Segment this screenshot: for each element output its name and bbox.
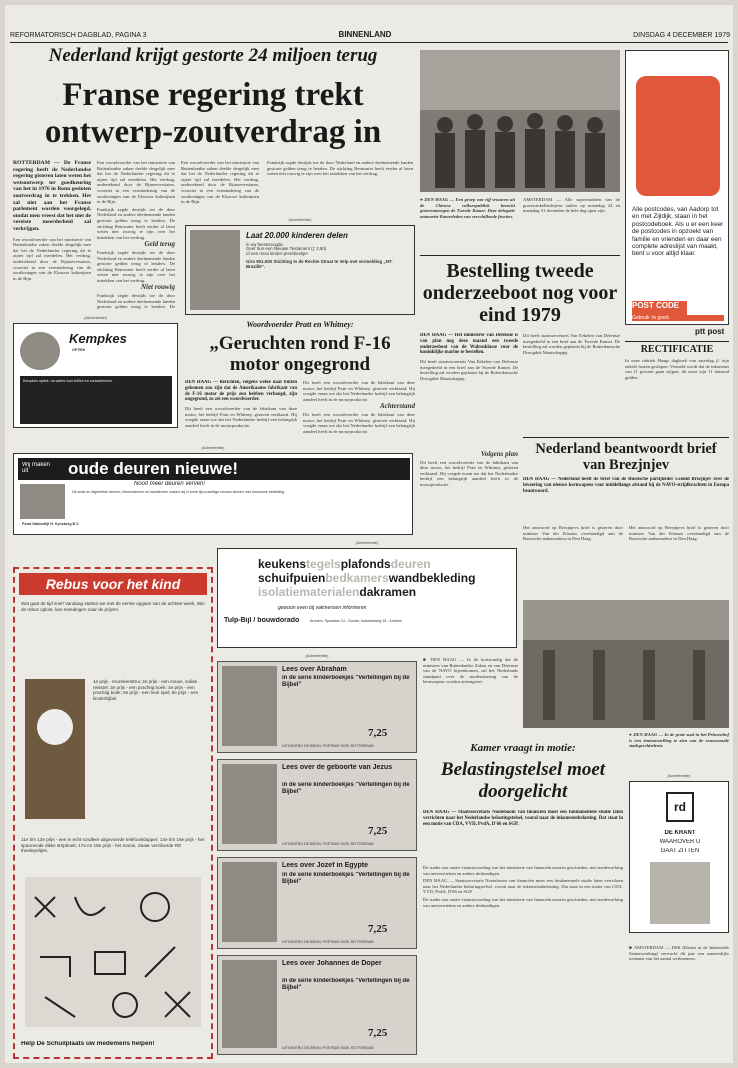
keukens-ad bbox=[217, 548, 517, 648]
book-title-jezus: Lees over de geboorte van Jezus bbox=[282, 764, 393, 771]
book-series-jezus: in de serie kinderboekjes "Vertellingen bij de Bijbel" bbox=[282, 782, 410, 795]
onderzeeboot-headline: Bestelling tweede onderzeeboot nog voor eind 1979 bbox=[422, 260, 618, 326]
header-left: REFORMATORISCH DAGBLAD, PAGINA 3 bbox=[10, 32, 147, 39]
book-publisher-abraham: UITGEVERIJ DE BRON, POSTBUS 9035, ROTTERDAM bbox=[282, 744, 374, 748]
main-col2 bbox=[97, 160, 175, 310]
rebus-puzzle bbox=[25, 877, 201, 1027]
rebus-prizes: 1e prijs - reuzekersttrui; 2e prijs - een mooie, solide reisstel; 3e prijs - een prachtig boek; 4e prijs - een prachtig boek; 5e prijs - een leuk spel; 6e prijs - een kinderbijbel. bbox=[93, 679, 199, 701]
word-deuren: deuren bbox=[390, 557, 431, 571]
keukens-slogan: gewoon even bij vakmensen informeren bbox=[278, 605, 367, 611]
photo-figures bbox=[420, 50, 620, 192]
postcode-logo-1: POST bbox=[632, 301, 654, 310]
book-cover-abraham bbox=[222, 666, 277, 746]
postcode-ad bbox=[625, 50, 729, 325]
rebus-intro: Wat gaat de tijd snel! Vandaag starten we met de eerste opgave van de achtste week. Wie de rebus oplost, kan meedingen naar de prijzen. bbox=[21, 601, 205, 612]
belasting-headline: Belastingstelsel moet doorgelicht bbox=[440, 759, 606, 802]
rectificatie-title: RECTIFICATIE bbox=[640, 344, 714, 355]
word-wandbekleding: wandbekleding bbox=[388, 571, 476, 585]
hand-illustration bbox=[636, 76, 720, 196]
f16-headline: „Geruchten rond F-16 motor ongegrond bbox=[209, 333, 391, 375]
brezjnjev-body: Het antwoord op Brezjnjevs brief is gisteren door minister Van der Klaauw overhandigd aan de Russische ambassadeur in Den Haag. bbox=[523, 525, 623, 542]
advert-label-kempkes: (Advertentie) bbox=[84, 315, 107, 320]
onderzeeboot-lead: DEN HAAG — Het ministerie van Defensie is van plan nog deze maand een tweede onderzeeboot van de Walrusklasse voor de koninklijke marine te bestellen. bbox=[420, 333, 518, 356]
belasting-body-p1: De studie zou onder verantwoording van het ministerie van financiën moeten geschieden, met medewerking van universiteiten en andere deskundigen. bbox=[423, 865, 623, 876]
rebus-box bbox=[13, 567, 213, 1059]
keukens-words bbox=[258, 557, 508, 599]
book-publisher-johannes: UITGEVERIJ DE BRON, POSTBUS 9035, ROTTERDAM bbox=[282, 1046, 374, 1050]
book-series-abraham: in de serie kinderboekjes "Vertellingen bij de Bijbel" bbox=[282, 675, 410, 688]
f16-col2-text: Dit heeft een woordvoerder van de fabrikant van deze motor, het bedrijf Pratt en Whitney, gisteren verklaard. Hij voegde eraan toe dat het Nederlandse bedrijf een belangrijk aandeel heeft in de motorproductie. bbox=[303, 380, 415, 402]
word-tegels: tegels bbox=[306, 557, 341, 571]
section-title: BINNENLAND bbox=[338, 30, 392, 39]
book-price-abraham: 7,25 bbox=[368, 728, 388, 739]
main-col4: Frankrijk zegde destijds toe de door Nederland en andere deelnemende landen gestorte gelden terug te betalen. De stichting Reinwater heeft eerder al laten weten niet rouwig te zijn over het intrekken van het verdrag. bbox=[267, 160, 413, 177]
belasting-body-p3: De studie zou onder verantwoording van het ministerie van financiën moeten geschieden, met medewerking van universiteiten en andere deskundigen. bbox=[423, 896, 623, 908]
book-ad-jozef[interactable] bbox=[217, 857, 417, 949]
book-price-jozef: 7,25 bbox=[368, 924, 388, 935]
deuren-tag: Nooit meer deuren verven! bbox=[134, 481, 206, 487]
krant-line1: DE KRANT bbox=[664, 830, 696, 836]
kempkes-text: Kempkes optiek, uw adres voor brillen en contactlenzen. bbox=[23, 379, 113, 383]
main-col2-text-c: Frankrijk zegde destijds toe de door Nederland en andere deelnemende landen gestorte gelden terug te betalen. De stichting Reinwater heeft eerder al laten weten niet rouwig te zijn over het intrekken van het verdrag. bbox=[97, 249, 175, 283]
kempkes-sub: OPTIEK bbox=[72, 348, 86, 352]
f16-lead: DEN HAAG — Berichten, volgens welke naar buiten gekomen zou zijn dat de Amerikaanse fabrikant van de F-16 motor de prijs zou hebben verhoogd, zijn ongegrond, zo zei een woordvoerder. bbox=[185, 380, 297, 403]
donation-ad bbox=[185, 225, 415, 315]
woman-portrait bbox=[20, 332, 60, 370]
advert-label-books: (Advertentie) bbox=[305, 653, 329, 658]
f16-col3-text: Dit heeft een woordvoerder van de fabrikant van deze motor, het bedrijf Pratt en Whitney, gisteren verklaard. Hij voegde eraan toe dat het Nederlandse bedrijf een belangrijk aandeel heeft in de motorproductie. bbox=[420, 459, 518, 487]
rectificatie bbox=[625, 341, 729, 436]
main-col3: Een woordvoerder van het ministerie van Buitenlandse zaken deelde dergelijk mee dat het de Nederlandse regering dit te zijner tijd zal meedelen. Het verdrag, ondertekend door de Rijnoeverstaten, voorziet in een vermindering van de zoutlozingen van de Elzasser kalimijnen in de Rijn. bbox=[181, 160, 259, 205]
krant-line2: WAAROVER U bbox=[659, 839, 701, 845]
rebus-prizes2: 11e t/m 13e prijs - een in echt rundleer uitgevoerde telefoonklapper; 14e t/m 16e prijs - het spannende dikke stripboek; 17e en 18e prijs - het mooie, zwaar verzilverde RD theelepeltjes. bbox=[21, 837, 205, 854]
postcode-logo bbox=[632, 301, 687, 315]
chinese-delegation-photo bbox=[420, 50, 620, 192]
word-keukens: keukens bbox=[258, 557, 307, 571]
kempkes-brand: Kempkes bbox=[69, 332, 127, 345]
main-lead-col bbox=[13, 160, 91, 310]
main-subhead-rouwig: Niet rouwig bbox=[140, 283, 175, 292]
ptt-brand: ptt post bbox=[695, 327, 725, 336]
book-ad-johannes[interactable] bbox=[217, 955, 417, 1055]
main-col2-text: Een woordvoerder van het ministerie van Buitenlandse zaken deelde dergelijk mee dat het de Nederlandse regering dit te zijner tijd zal meedelen. Het verdrag, ondertekend door de Rijnoeverstaten, voorziet in een vermindering van de zoutlozingen van de Elzasser kalimijnen in de Rijn. bbox=[97, 160, 175, 205]
keukens-address: Arnhem, Sportlaan 24 - Gouda, Industrieweg 18 - Arnhem bbox=[310, 619, 402, 623]
main-headline: Franse regering trekt ontwerp-zoutverdrag in bbox=[44, 77, 382, 150]
book-ad-abraham[interactable] bbox=[217, 661, 417, 753]
photo-caption-2: AMSTERDAM — Alle supermarkten van de grootwinkelbedrijven zullen op maandag 24 en maandag 31 december de hele dag open zijn. bbox=[523, 197, 620, 214]
deuren-company: Porta Vakbedrijf H. Kynsberg B.V. bbox=[22, 522, 80, 526]
brezjnjev-headline: Nederland beantwoordt brief van Brezjnjev bbox=[535, 441, 717, 473]
book-ad-jezus[interactable] bbox=[217, 759, 417, 851]
onderzeeboot-col2: Dit heeft staatssecretaris Van Eekelen van Defensie meegedeeld in een brief aan de Tweede Kamer. De bestelling zal worden geplaatst bij de Rotterdamsche Droogdok Maatschappij. bbox=[523, 333, 620, 355]
rebus-title: Rebus voor het kind bbox=[45, 576, 181, 592]
kempkes-textblock bbox=[20, 376, 172, 424]
word-isolatie: isolatiematerialen bbox=[258, 585, 360, 599]
door-photo bbox=[20, 484, 65, 519]
donation-title: Laat 20.000 kinderen delen bbox=[246, 232, 348, 240]
word-plafonds: plafonds bbox=[340, 557, 391, 571]
advert-label: (Advertentie) bbox=[288, 217, 312, 222]
donation-line4: Giro 901.000 Stichting In de Rechte Straat te Velp met vermelding „NT-Brazilië". bbox=[246, 259, 393, 269]
main-lead: ROTTERDAM — De Franse regering heeft de Nederlandse regering gisteren laten weten het wetsontwerp ter goedkeuring van het in 1976 in Bonn gesloten zoutverdrag in te trekken. Het zal niet aan het Franse parlement worden voorgelegd, omdat men vreest dat het niet de vereiste meerderheid zal verkrijgen. bbox=[13, 160, 91, 232]
main-subhead-geld: Geld terug bbox=[144, 240, 175, 249]
deuren-body: Uit oude en afgeleefde deuren, binnendeuren en kastdeuren maken wij in korte tijd prachtige nieuwe deuren met duurzame bekleding. bbox=[72, 490, 286, 494]
clock-illustration bbox=[25, 679, 85, 819]
deuren-lead: Wij maken uit bbox=[22, 462, 51, 474]
book-publisher-jozef: UITGEVERIJ DE BRON, POSTBUS 9035, ROTTERDAM bbox=[282, 940, 374, 944]
keukens-brand: Tulp-Bijl / bouwdorado bbox=[224, 617, 300, 624]
main-body-col1: Een woordvoerder van het ministerie van Buitenlandse zaken deelde dergelijk mee dat het de Nederlandse regering dit te zijner tijd zal meedelen. Het verdrag, ondertekend door de Rijnoeverstaten, voorziet in een vermindering van de zoutlozingen van de Elzasser kalimijnen in de Rijn. bbox=[13, 236, 91, 281]
f16-body: Dit heeft een woordvoerder van de fabrikant van deze motor, het bedrijf Pratt en Whitney, gisteren verklaard. Hij voegde eraan toe dat het Nederlandse bedrijf een belangrijk aandeel heeft in de motorproductie. bbox=[185, 406, 297, 428]
f16-subhead-achterstand: Achterstand bbox=[379, 402, 415, 411]
donation-line2: Geef hun een Nieuwe Testament (ƒ 2,50) bbox=[246, 246, 327, 252]
kempkes-ad bbox=[13, 323, 178, 428]
rebus-header bbox=[19, 573, 207, 595]
book-series-jozef: in de serie kinderboekjes "Vertellingen bij de Bijbel" bbox=[282, 872, 410, 885]
clock-face bbox=[37, 709, 73, 745]
navo-article: ■ DEN HAAG — In de kortstondig dat de ministers van Buitenlandse Zaken en van Defensie van de NAVO bijeenkomen, zal het Nederlands standpunt over de modernisering van de kernwapens worden uiteengezet. bbox=[423, 657, 518, 685]
book-price-johannes: 7,25 bbox=[368, 1028, 388, 1039]
onderzeeboot-body: Dit heeft staatssecretaris Van Eekelen van Defensie meegedeeld in een brief aan de Tweede Kamer. De bestelling zal worden geplaatst bij de Rotterdamsche Droogdok Maatschappij. bbox=[420, 359, 518, 381]
book-cover-johannes bbox=[222, 960, 277, 1048]
museum-photo bbox=[523, 600, 729, 728]
brezjnjev-lead: DEN HAAG — Nederland heeft de brief van de Russische partijleider Leonid Brezjnjev over de invoering van nieuwe kernwapens voor middellange afstand bij de NAVO-strijdkrachten in Europa beantwoord. bbox=[523, 477, 729, 494]
brezjnjev-body-col2: Het antwoord op Brezjnjevs brief is gisteren door minister Van der Klaauw overhandigd aan de Russische ambassadeur in Den Haag. bbox=[629, 525, 729, 542]
advert-label-krant: (Advertentie) bbox=[667, 773, 691, 778]
book-title-abraham: Lees over Abraham bbox=[282, 666, 347, 673]
main-col2-text-d: Frankrijk zegde destijds toe de door Nederland en andere deelnemende landen gestorte gelden terug te betalen. De bbox=[97, 293, 175, 310]
bottom-right-article: ■ AMSTERDAM — DSK (Dienst in de Industriële Samenwerking) verwacht dit jaar een aanzienlijke toename van het aantal werknemers. bbox=[629, 945, 729, 962]
newspaper-page bbox=[5, 5, 733, 1063]
krant-line3: GAAT ZITTEN bbox=[660, 848, 700, 854]
museum-drawing bbox=[523, 600, 729, 728]
donation-line1: in uw feestvreugde. bbox=[246, 242, 285, 247]
rebus-drawings bbox=[25, 877, 201, 1027]
word-dakramen: dakramen bbox=[359, 585, 417, 599]
main-col2-text-b: Frankrijk zegde destijds toe de door Nederland en andere deelnemende landen gestorte gelden terug te betalen. De stichting Reinwater heeft eerder al laten weten niet rouwig te zijn over het intrekken van het verdrag. bbox=[97, 206, 175, 240]
postcode-text: Alle postcodes, van Aadorp tot en met Zijldijk, staan in het postcodeboek. Als u er een keer de postcodes in opzoekt van familie en vrienden en daar een complete adreslijst van maakt, bent u voor altijd klaar. bbox=[632, 206, 724, 258]
book-series-johannes: in de serie kinderboekjes "Vertellingen bij de Bijbel" bbox=[282, 978, 410, 991]
f16-subhead-volgens-plan: Volgens plan bbox=[480, 450, 518, 458]
belasting-body-p2: DEN HAAG — Staatssecretaris Nooteboom van financiën moet een fundamentele studie laten verrichten naar het Nederlandse belastingstelsel, vooral naar de inkomstenbelasting. Dat staat in een motie van CDA, VVD, PvdA, D'66 en SGP. bbox=[423, 878, 623, 895]
advert-label-keukens: (Advertentie) bbox=[355, 540, 379, 545]
rectificatie-body: In onze rubriek Haags dagboek van zaterdag jl. zijn enkele fouten geslopen. Vermeld wordt dat de inkomens van 11 procent gaan stijgen; dit moet zijn 11 duizend gulden. bbox=[625, 358, 729, 380]
main-kicker: Nederland krijgt gestorte 24 miljoen terug bbox=[48, 46, 378, 65]
book-title-jozef: Lees over Jozef in Egypte bbox=[282, 862, 368, 869]
rd-logo: rd bbox=[666, 792, 694, 822]
postcode-cta: Gebruik 'm goed. bbox=[632, 315, 724, 321]
child-photo bbox=[190, 230, 240, 310]
advert-label-deuren: (Advertentie) bbox=[201, 445, 225, 450]
header-date: DINSDAG 4 DECEMBER 1979 bbox=[633, 32, 730, 39]
belasting-kicker: Kamer vraagt in motie: bbox=[470, 743, 576, 754]
book-cover-jezus bbox=[222, 764, 277, 844]
donation-line3: of een mooi kinder-prentboekje! bbox=[246, 250, 308, 256]
belasting-lead: DEN HAAG — Staatssecretaris Nooteboom van financiën moet een fundamentele studie laten verrichten naar het Nederlandse belastingstelsel, vooral naar de inkomstenbelasting. Dat staat in een motie van CDA, VVD, PvdA, D'66 en SGP. bbox=[423, 810, 623, 827]
f16-kicker: Woordvoerder Pratt en Whitney: bbox=[246, 321, 354, 329]
book-cover-jozef bbox=[222, 862, 277, 942]
book-publisher-jezus: UITGEVERIJ DE BRON, POSTBUS 9035, ROTTERDAM bbox=[282, 842, 374, 846]
rebus-footer: Help De Schuilplaats uw medemens helpen! bbox=[21, 1041, 155, 1047]
belasting-body bbox=[423, 865, 623, 1055]
word-schuifpuien: schuifpuien bbox=[258, 571, 326, 585]
krant-ad bbox=[629, 781, 729, 933]
word-bedkamers: bedkamers bbox=[325, 571, 389, 585]
book-price-jezus: 7,25 bbox=[368, 826, 388, 837]
postcode-logo-2: CODE bbox=[656, 301, 680, 310]
photo-caption: ● DEN HAAG — Een groep van vijf vrouwen uit de Chinese volksrepubliek bezocht gisterenmorgen de Tweede Kamer. Deze delegatie ontmoette Kamerleden van verschillende fracties. bbox=[420, 197, 515, 219]
deuren-title: oude deuren nieuwe! bbox=[68, 459, 239, 478]
f16-col2-text-b: Dit heeft een woordvoerder van de fabrikant van deze motor, het bedrijf Pratt en Whitney, gisteren verklaard. Hij voegde eraan toe dat het Nederlandse bedrijf een belangrijk aandeel heeft in de motorproductie. bbox=[303, 411, 415, 434]
book-title-johannes: Lees over Johannes de Doper bbox=[282, 960, 382, 967]
chair-illustration bbox=[650, 862, 710, 924]
museum-caption: ● DEN HAAG — In de grote zaal in het Prinsenhof is een tentoonstelling te zien van de eeuwenoude stadsgeschiedenis. bbox=[629, 732, 729, 749]
